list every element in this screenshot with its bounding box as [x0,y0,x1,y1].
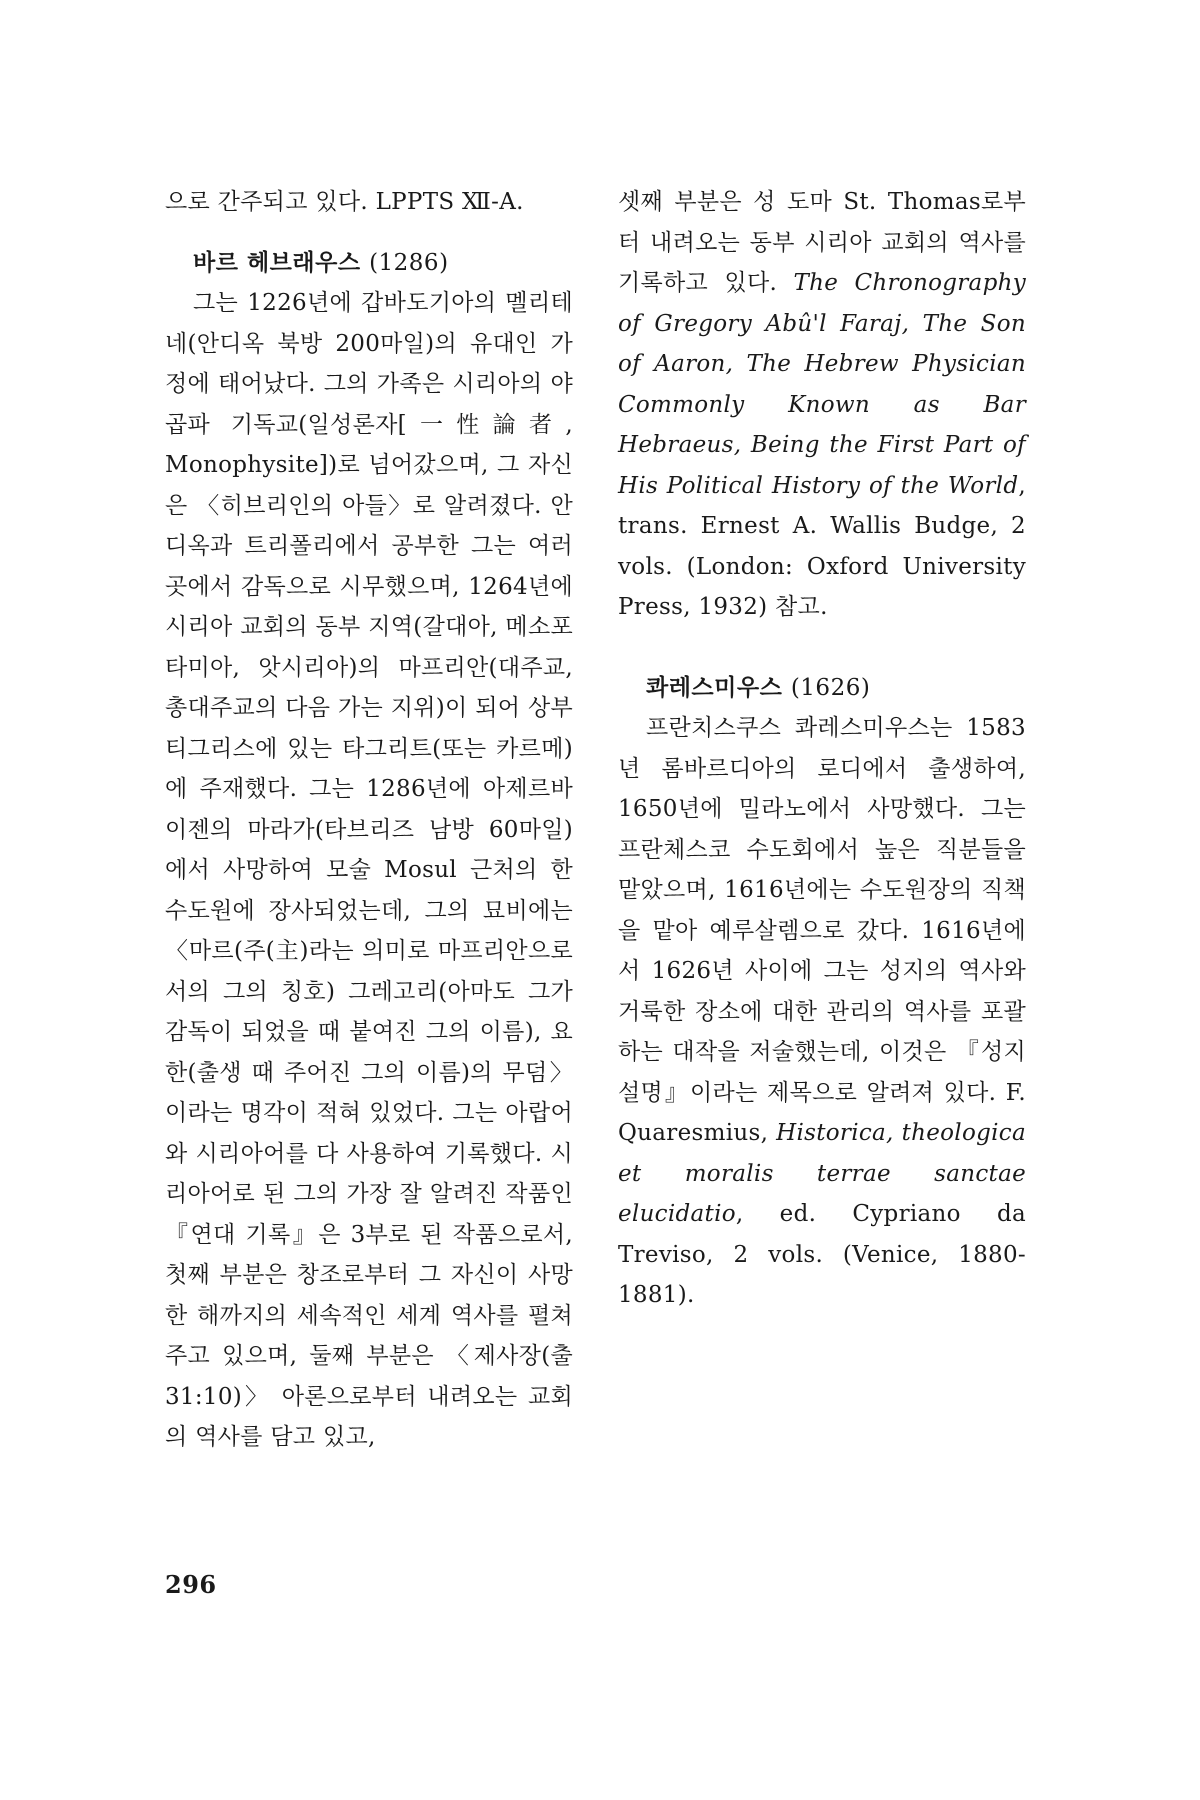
citation: , ed. Cypriano da Treviso, 2 vols. (Venice, 1880-1881). [618,1201,1026,1308]
section-title: 콰레스미우스 [646,673,783,701]
section-year: (1286) [369,249,449,276]
section-body-bar-hebraeus: 그는 1226년에 갑바도기아의 멜리테네(안디옥 북방 200마일)의 유대인 가정에 태어났다. 그의 가족은 시리아의 야곱파 기독교(일성론자[一性論者, Monophysite])로 넘어갔으며, 그 자신은 〈히브리인의 아들〉로 알려졌다. 안디옥과 트리폴리에서 공부한 그는 여러 곳에서 감독으로 시무했으며, 1264년에 시리아 교회의 동부 지역(갈대아, 메소포타미아, 앗시리아)의 마프리안(대주교, 총대주교의 다음 가는 지위)이 되어 상부 티그리스에 있는 타그리트(또는 카르메)에 주재했다. 그는 1286년에 아제르바이젠의 마라가(타브리즈 남방 60마일)에서 사망하여 모술 Mosul 근처의 한 수도원에 장사되었는데, 그의 묘비에는 〈마르(주(主)라는 의미로 마프리안으로서의 그의 칭호) 그레고리(아마도 그가 감독이 되었을 때 붙여진 그의 이름), 요한(출생 때 주어진 그의 이름)의 무덤〉이라는 명각이 적혀 있었다. 그는 아랍어와 시리아어를 다 사용하여 기록했다. 시리아어로 된 그의 가장 잘 알려진 작품인 『연대 기록』은 3부로 된 작품으로서, 첫째 부분은 창조로부터 그 자신이 사망한 해까지의 세속적인 세계 역사를 펼쳐 주고 있으며, 둘째 부분은 〈제사장(출 31:10)〉 아론으로부터 내려오는 교회의 역사를 담고 있고, [165,290,573,1450]
section-body-quaresmius [618,708,1026,1316]
section-year: (1626) [790,674,871,701]
continuation-paragraph [618,182,1026,628]
citation: , trans. Ernest A. Wallis Budge, 2 vols. (London: Oxford University Press, 1932) 참고. [618,472,1026,620]
intro-line: 으로 간주되고 있다. LPPTS Ⅻ-A. [165,189,524,215]
section-title: 바르 헤브래우스 [193,248,361,276]
left-column [165,182,573,1458]
section-heading-bar-hebraeus [165,243,573,284]
page-number: 296 [165,1570,217,1599]
book-title: The Chronography of Gregory Abû'l Faraj, The Son of Aaron, The Hebrew Physician Commonly Known as Bar Hebraeus, Being the First Part of His Political History of the World [618,270,1026,499]
continuation-lead: 셋째 부분은 성 도마 St. Thomas로부터 내려오는 동부 시리아 교회의 역사를 기록하고 있다. [618,189,1026,296]
section-heading-quaresmius [618,668,1026,709]
section-body-lead: 프란치스쿠스 콰레스미우스는 1583년 롬바르디아의 로디에서 출생하여, 1650년에 밀라노에서 사망했다. 그는 프란체스코 수도회에서 높은 직분들을 맡았으며, 1616년에는 수도원장의 직책을 맡아 예루살렘으로 갔다. 1616년에서 1626년 사이에 그는 성지의 역사와 거룩한 장소에 대한 관리의 역사를 포괄하는 대작을 저술했는데, 이것은 『성지 설명』이라는 제목으로 알려져 있다. F. Quaresmius, [618,715,1026,1146]
book-title: Historica, theologica et moralis terrae sanctae elucidatio [618,1120,1026,1227]
right-column [618,182,1026,1316]
